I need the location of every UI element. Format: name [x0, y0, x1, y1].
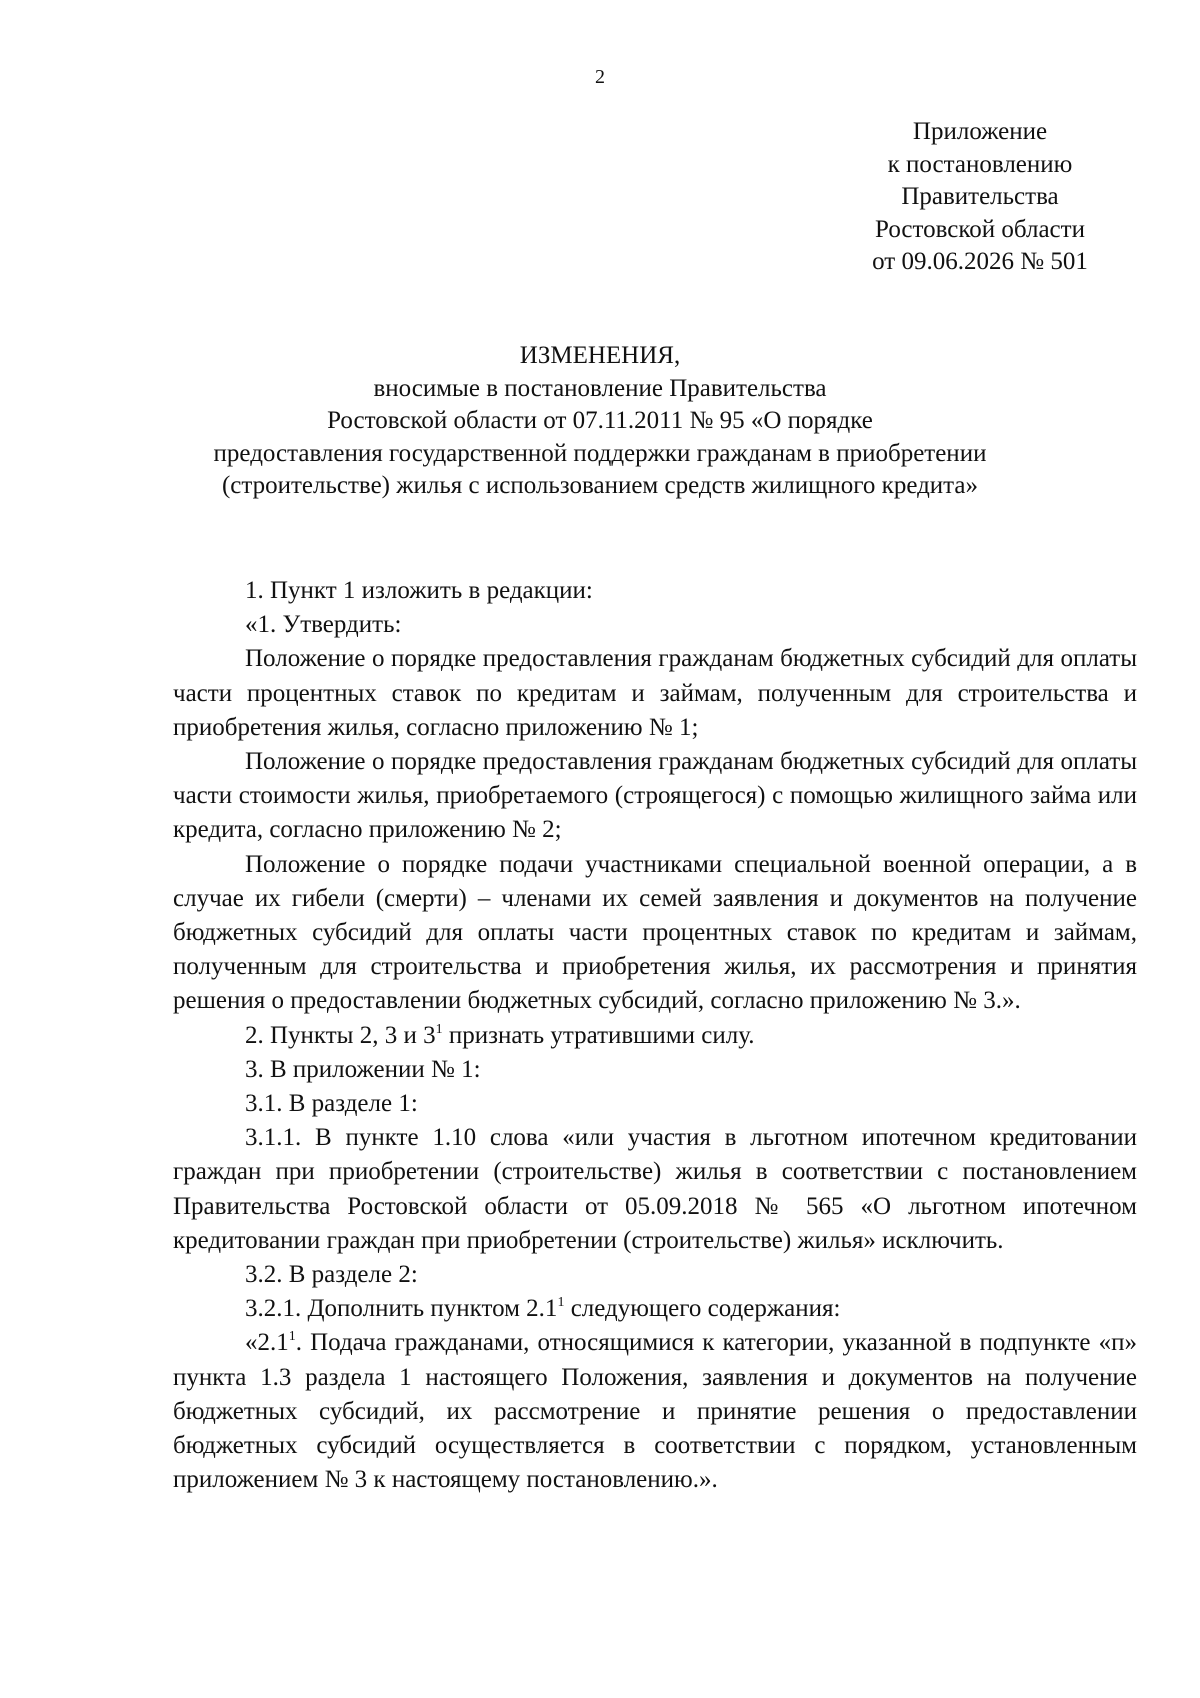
title-line: предоставления государственной поддержки гражданам в приобретении	[213, 439, 987, 467]
paragraph: 3.1. В разделе 1:	[245, 1090, 418, 1118]
document-body	[173, 574, 1137, 1497]
page-number: 2	[595, 66, 605, 88]
superscript: 1	[435, 1021, 443, 1037]
appendix-header	[850, 116, 1110, 279]
superscript: 1	[557, 1295, 565, 1311]
paragraph: Положение о порядке предоставления гражданам бюджетных субсидий для оплаты части стоимости жилья, приобретаемого (строящегося) с помощью жилищного займа или кредита, согласно приложению № 2;	[173, 748, 1137, 844]
title-line: вносимые в постановление Правительства	[373, 374, 827, 402]
paragraph-text: признать утратившими силу.	[442, 1021, 755, 1049]
paragraph: 3.2. В разделе 2:	[245, 1261, 418, 1289]
paragraph-text: . Подача гражданами, относящимися к категории, указанной в подпункте «п» пункта 1.3 раздела 1 настоящего Положения, заявления и документов на получение бюджетных субсидий, их рассмотрение и принятие решения о предоставлении бюджетных субсидий осуществляется в соответствии с порядком, установленным приложением № 3 к настоящему постановлению.».	[173, 1329, 1137, 1494]
paragraph: 3.1.1. В пункте 1.10 слова «или участия в льготном ипотечном кредитовании граждан при приобретении (строительстве) жилья в соответствии с постановлением Правительства Ростовской области от 05.09.2018 № 565 «О льготном ипотечном кредитовании граждан при приобретении (строительстве) жилья» исключить.	[173, 1124, 1137, 1254]
paragraph: «1. Утвердить:	[245, 611, 402, 639]
paragraph: 1. Пункт 1 изложить в редакции:	[245, 577, 593, 604]
appendix-line: к постановлению	[887, 150, 1073, 178]
title-line: (строительстве) жилья с использованием средств жилищного кредита»	[221, 472, 979, 499]
paragraph	[173, 1326, 1137, 1497]
paragraph	[173, 1019, 1137, 1053]
paragraph-text: 3.2.1. Дополнить пунктом 2.1	[245, 1295, 558, 1323]
appendix-line: Приложение	[912, 118, 1048, 145]
paragraph: 3. В приложении № 1:	[245, 1055, 481, 1083]
paragraph	[173, 1292, 1137, 1326]
title-line: Ростовской области от 07.11.2011 № 95 «О порядке	[327, 407, 873, 434]
paragraph: Положение о порядке подачи участниками специальной военной операции, а в случае их гибели (смерти) – членами их семей заявления и документов на получение бюджетных субсидий для оплаты части процентных ставок по кредитам и займам, полученным для строительства и приобретения жилья, их рассмотрения и принятия решения о предоставлении бюджетных субсидий, согласно приложению № 3.».	[173, 850, 1137, 1015]
paragraph-text: следующего содержания:	[564, 1295, 841, 1323]
appendix-line: от 09.06.2026 № 501	[872, 248, 1088, 275]
document-title	[100, 340, 1100, 503]
appendix-line: Ростовской области	[875, 215, 1085, 243]
paragraph-text: «2.1	[245, 1329, 289, 1357]
paragraph: Положение о порядке предоставления гражданам бюджетных субсидий для оплаты части процентных ставок по кредитам и займам, полученным для строительства и приобретения жилья, согласно приложению № 1;	[173, 645, 1137, 741]
title-heading: ИЗМЕНЕНИЯ,	[519, 342, 681, 369]
paragraph-text: 2. Пункты 2, 3 и 3	[245, 1021, 436, 1049]
appendix-line: Правительства	[901, 183, 1059, 210]
superscript: 1	[288, 1329, 296, 1345]
